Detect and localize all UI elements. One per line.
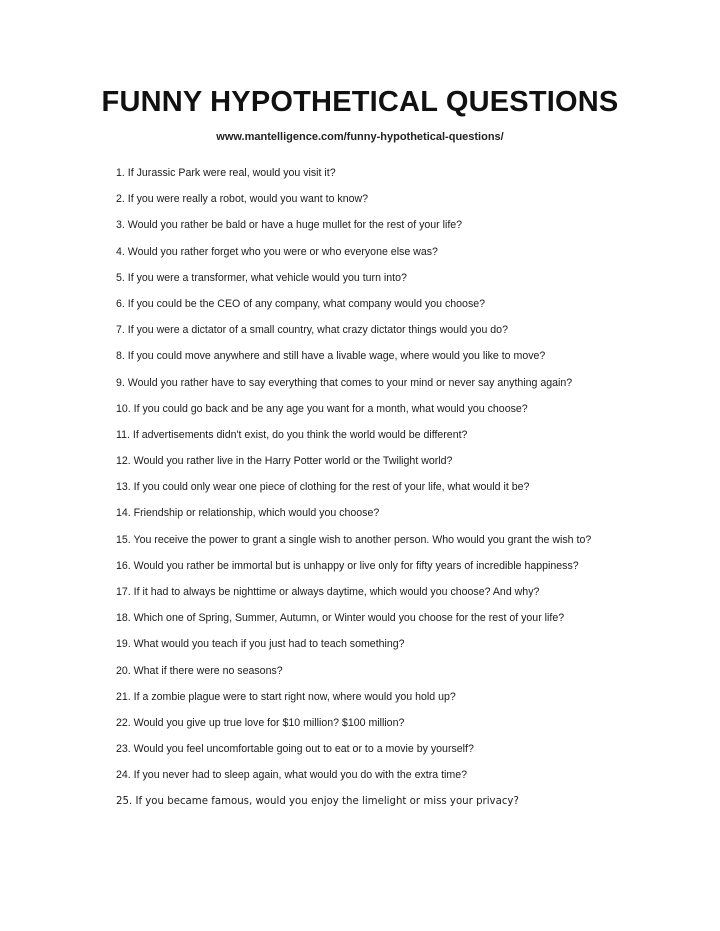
question-item: 9. Would you rather have to say everything that comes to your mind or never say anything again? bbox=[116, 376, 573, 389]
question-item: 3. Would you rather be bald or have a huge mullet for the rest of your life? bbox=[116, 219, 463, 232]
question-item: 11. If advertisements didn't exist, do you think the world would be different? bbox=[116, 428, 468, 441]
question-list bbox=[116, 166, 591, 821]
question-item: 22. Would you give up true love for $10 million? $100 million? bbox=[116, 716, 405, 729]
question-item: 23. Would you feel uncomfortable going out to eat or to a movie by yourself? bbox=[116, 743, 474, 756]
question-item: 18. Which one of Spring, Summer, Autumn, or Winter would you choose for the rest of your life? bbox=[116, 612, 565, 625]
question-item: 19. What would you teach if you just had to teach something? bbox=[116, 638, 405, 651]
question-item: 4. Would you rather forget who you were or who everyone else was? bbox=[116, 245, 438, 258]
question-item: 25. If you became famous, would you enjoy the limelight or miss your privacy? bbox=[116, 795, 519, 807]
question-item: 16. Would you rather be immortal but is unhappy or live only for fifty years of incredible happiness? bbox=[116, 559, 579, 572]
question-item: 17. If it had to always be nighttime or always daytime, which would you choose? And why? bbox=[116, 586, 540, 598]
question-item: 2. If you were really a robot, would you want to know? bbox=[116, 193, 369, 206]
question-item: 7. If you were a dictator of a small country, what crazy dictator things would you do? bbox=[116, 324, 508, 337]
question-item: 24. If you never had to sleep again, what would you do with the extra time? bbox=[116, 769, 467, 782]
question-item: 15. You receive the power to grant a single wish to another person. Who would you grant the wish to? bbox=[116, 533, 592, 546]
page-title: FUNNY HYPOTHETICAL QUESTIONS bbox=[101, 86, 619, 118]
question-item: 20. What if there were no seasons? bbox=[116, 664, 283, 677]
question-item: 6. If you could be the CEO of any company, what company would you choose? bbox=[116, 297, 486, 310]
question-item: 12. Would you rather live in the Harry Potter world or the Twilight world? bbox=[116, 455, 453, 468]
question-item: 5. If you were a transformer, what vehicle would you turn into? bbox=[116, 271, 407, 284]
source-url: www.mantelligence.com/funny-hypothetical-questions/ bbox=[216, 131, 504, 143]
question-item: 14. Friendship or relationship, which would you choose? bbox=[116, 507, 380, 520]
question-item: 21. If a zombie plague were to start right now, where would you hold up? bbox=[116, 690, 456, 703]
question-item: 13. If you could only wear one piece of clothing for the rest of your life, what would it be? bbox=[116, 481, 530, 494]
question-item: 1. If Jurassic Park were real, would you visit it? bbox=[116, 167, 336, 179]
question-item: 8. If you could move anywhere and still have a livable wage, where would you like to move? bbox=[116, 350, 546, 363]
question-item: 10. If you could go back and be any age you want for a month, what would you choose? bbox=[116, 402, 528, 415]
